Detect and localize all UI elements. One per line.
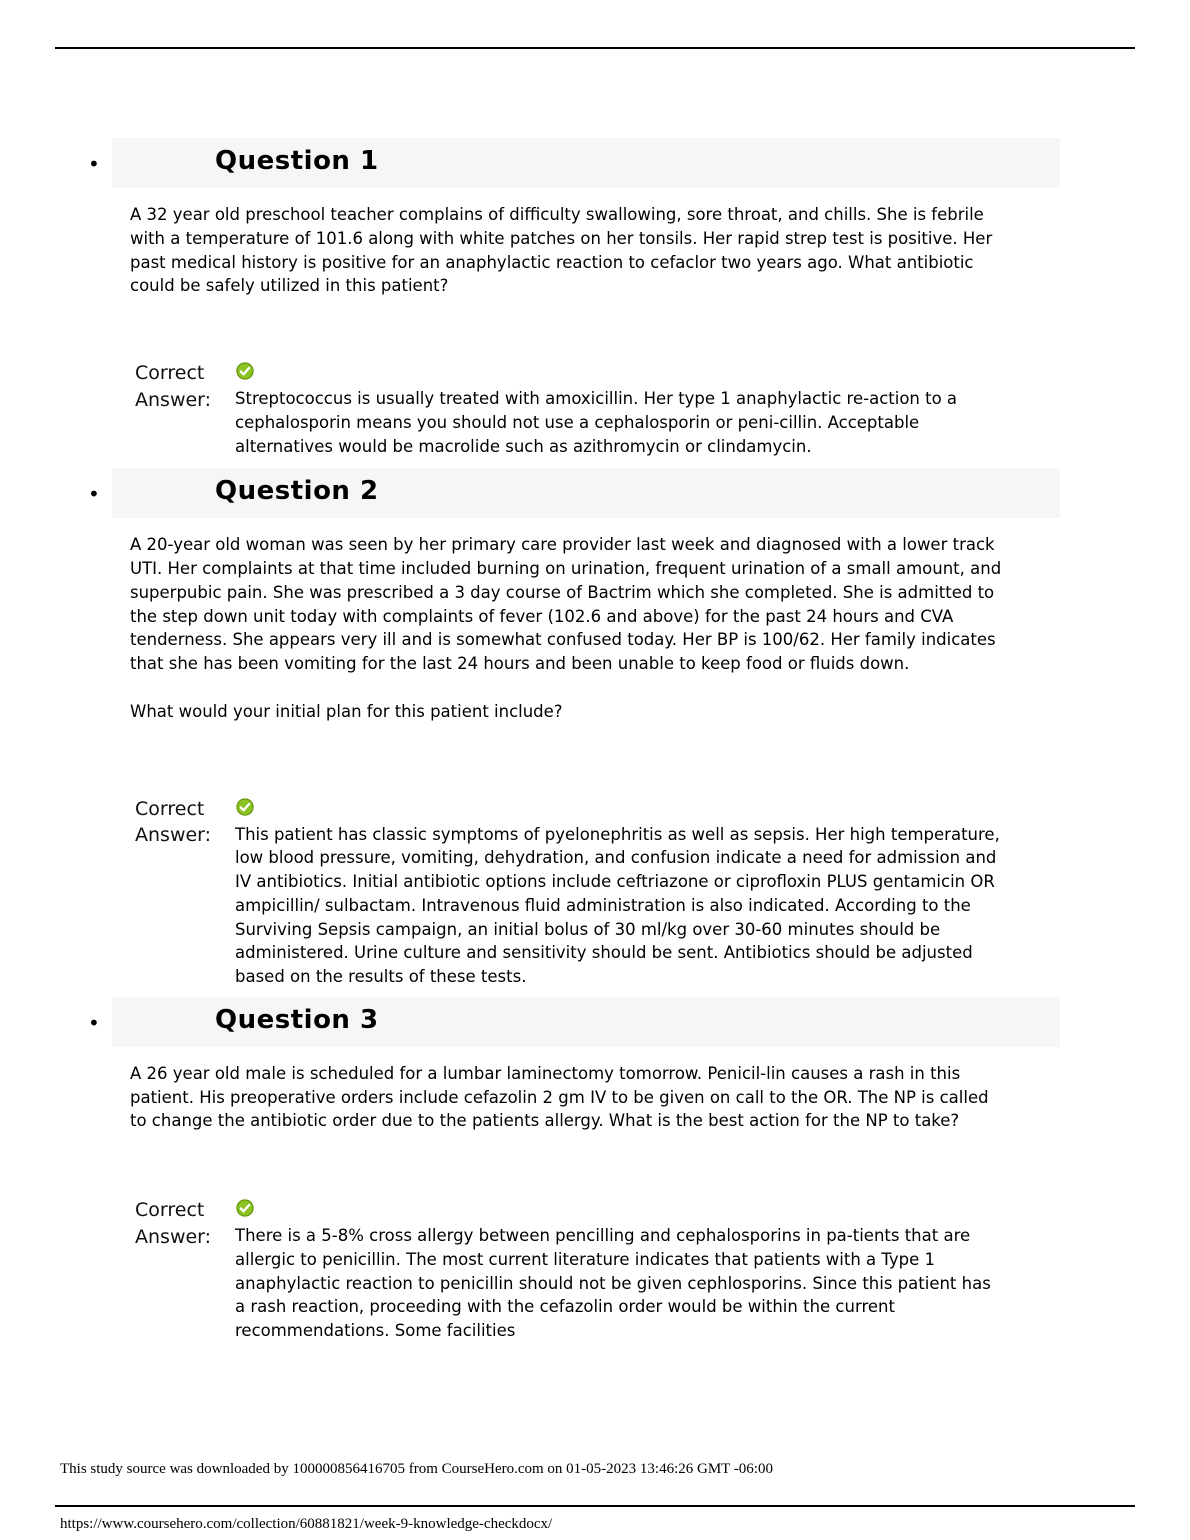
bottom-divider <box>55 1505 1135 1507</box>
question-2-title: Question 2 <box>215 476 379 507</box>
answer-column <box>235 796 1005 989</box>
question-2-answer-block <box>135 796 1190 989</box>
question-3-heading-bar <box>112 997 1060 1047</box>
question-2-heading-bar <box>112 468 1060 518</box>
question-3-answer-text: There is a 5-8% cross allergy between pencilling and cephalosporins in pa-tients that are allergic to penicillin. The most current literature indicates that patients with a Type 1 anaphylactic reaction to penicillin should not be given cephlosporins. Since this patient has a rash reaction, proceeding with the cefazolin order would be within the current recommendations. Some facilities <box>235 1226 991 1340</box>
correct-check-icon <box>236 798 254 816</box>
question-3-answer-block <box>135 1197 1190 1343</box>
question-2-paragraph: A 20-year old woman was seen by her primary care provider last week and diagnosed with a lower track UTI. Her complaints at that time included burning on urination, frequent urination of a small amount, and superpubic pain. She was prescribed a 3 day course of Bactrim which she completed. She is admitted to the step down unit today with complaints of fever (102.6 and above) for the past 24 hours and CVA tenderness. She appears very ill and is somewhat confused today. Her BP is 100/62. Her family indicates that she has been vomiting for the last 24 hours and been unable to keep food or fluids down. <box>130 535 1002 673</box>
correct-label: Correct <box>135 362 205 384</box>
question-1-body <box>130 203 1005 298</box>
download-attribution-text: This study source was downloaded by 100000856416705 from CourseHero.com on 01-05-2023 13:46:26 GMT -06:00 <box>60 1461 773 1477</box>
question-1-heading-row <box>88 138 1060 188</box>
answer-column <box>235 360 1005 458</box>
correct-answer-label <box>135 796 235 989</box>
question-1-section <box>0 138 1190 458</box>
bullet-icon: • <box>88 482 100 507</box>
question-1-paragraph: A 32 year old preschool teacher complains of difficulty swallowing, sore throat, and chills. She is febrile with a temperature of 101.6 along with white patches on her tonsils. Her rapid strep test is positive. Her past medical history is positive for an anaphylactic reaction to cefaclor two years ago. What antibiotic could be safely utilized in this patient? <box>130 205 993 296</box>
correct-check-icon <box>236 362 254 380</box>
correct-check-icon <box>236 1199 254 1217</box>
question-3-heading-row <box>88 997 1060 1047</box>
question-2-heading-row <box>88 468 1060 518</box>
bullet-icon: • <box>88 152 100 176</box>
answer-label: Answer: <box>135 824 212 847</box>
question-3-section <box>0 997 1190 1343</box>
correct-answer-label <box>135 1197 235 1343</box>
question-1-answer-text: Streptococcus is usually treated with amoxicillin. Her type 1 anaphylactic re-action to a cephalosporin means you should not use a cephalosporin or peni-cillin. Acceptable alternatives would be macrolide such as azithromycin or clindamycin. <box>235 389 958 456</box>
question-1-title: Question 1 <box>215 146 379 176</box>
question-2-answer-text: This patient has classic symptoms of pyelonephritis as well as sepsis. Her high temperature, low blood pressure, vomiting, dehydration, and confusion indicate a need for admission and IV antibiotics. Initial antibiotic options include ceftriazone or ciprofloxin PLUS gentamicin OR ampicillin/ sulbactam. Intravenous fluid administration is also indicated. According to the Surviving Sepsis campaign, an initial bolus of 30 ml/kg over 30-60 minutes should be administered. Urine culture and sensitivity should be sent. Antibiotics should be adjusted based on the results of these tests. <box>235 824 1000 986</box>
correct-answer-label <box>135 360 235 458</box>
answer-label: Answer: <box>135 1225 212 1248</box>
question-3-body <box>130 1062 1005 1133</box>
question-2-section <box>0 468 1190 989</box>
source-url-text: https://www.coursehero.com/collection/60881821/week-9-knowledge-checkdocx/ <box>60 1516 553 1532</box>
bullet-icon: • <box>88 1010 100 1035</box>
answer-label: Answer: <box>135 388 212 411</box>
answer-column <box>235 1197 1005 1343</box>
correct-label: Correct <box>135 797 205 820</box>
question-3-title: Question 3 <box>215 1004 379 1035</box>
question-1-answer-block <box>135 360 1190 458</box>
correct-label: Correct <box>135 1199 205 1221</box>
question-2-prompt: What would your initial plan for this patient include? <box>130 701 563 721</box>
question-2-body <box>130 533 1005 723</box>
question-3-paragraph: A 26 year old male is scheduled for a lumbar laminectomy tomorrow. Penicil-lin causes a rash in this patient. His preoperative orders include cefazolin 2 gm IV to be given on call to the OR. The NP is called to change the antibiotic order due to the patients allergy. What is the best action for the NP to take? <box>130 1063 989 1131</box>
question-1-heading-bar <box>112 138 1060 188</box>
